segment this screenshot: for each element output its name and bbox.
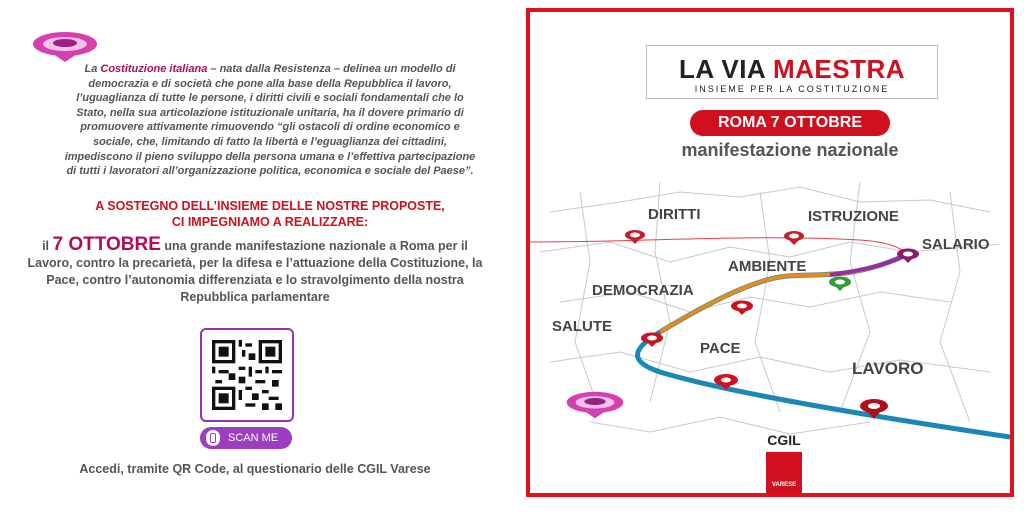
pin-logo-icon [562, 390, 628, 420]
place-salute: SALUTE [552, 318, 612, 335]
constitution-highlight: Costituzione italiana [100, 63, 208, 75]
phone-icon [206, 430, 220, 446]
scan-me-label: SCAN ME [228, 432, 279, 444]
poster-subtitle: INSIEME PER LA COSTITUZIONE [694, 84, 890, 94]
qr-code-icon [212, 340, 282, 410]
place-ambiente: AMBIENTE [728, 258, 807, 275]
questionnaire-note: Accedi, tramite QR Code, al questionario delle CGIL Varese [79, 462, 431, 476]
poster-title-banner [646, 45, 938, 99]
poster-title: LA VIA MAESTRA [678, 54, 906, 84]
poster-date-badge: ROMA 7 OTTOBRE [690, 110, 890, 136]
pin-logo-icon [30, 30, 100, 64]
place-democrazia: DEMOCRAZIA [592, 282, 694, 299]
commitment-heading: A SOSTEGNO DELL’INSIEME DELLE NOSTRE PROPOSTE, CI IMPEGNIAMO A REALIZZARE: [95, 199, 445, 229]
poster-la-via-maestra [526, 8, 1014, 497]
place-diritti: DIRITTI [648, 206, 701, 223]
poster-event-label: manifestazione nazionale [681, 140, 899, 160]
cgil-logo: CGIL VARESE [764, 432, 804, 494]
event-description: il 7 OTTOBRE una grande manifestazione nazionale a Roma per il Lavoro, contro la precarietà, per la difesa e l’attuazione della Costituzione, la Pace, contro l’autonomia differenziata e lo stravolgimento della nostra Repubblica parlamentare [27, 234, 483, 304]
scan-me-button[interactable] [200, 427, 292, 449]
event-date: 7 OTTOBRE [52, 234, 161, 255]
qr-code[interactable] [200, 328, 294, 422]
place-lavoro: LAVORO [852, 359, 924, 378]
place-salario: SALARIO [922, 236, 990, 253]
constitution-intro: La Costituzione italiana – nata dalla Resistenza – delinea un modello di democrazia e di società che pone alla base della Repubblica il lavoro, l’uguaglianza di tutte le persone, i diritti civili e sociali fondamentali che lo Stato, nella sua articolazione istituzionale unitaria, ha il dovere primario di promuovere attivamente rimuovendo “gli ostacoli di ordine economico e sociale, che, limitando di fatto la libertà e l’eguaglianza dei cittadini, impediscono il pieno sviluppo della persona umana e l’effettiva partecipazione di tutti i lavoratori all’organizzazione politica, economica e sociale del Paese”. [64, 63, 476, 178]
place-pace: PACE [700, 340, 741, 357]
place-istruzione: ISTRUZIONE [808, 208, 899, 225]
